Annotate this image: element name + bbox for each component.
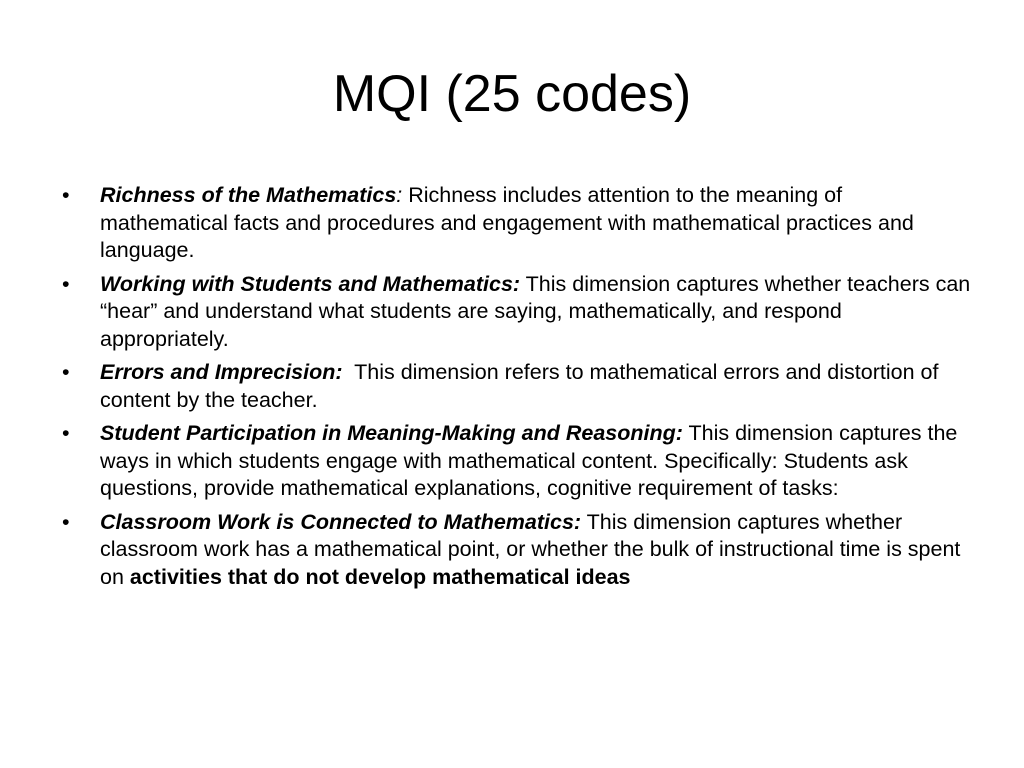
bullet-item-classroom-work — [62, 509, 972, 592]
bullet-icon: • — [62, 271, 70, 296]
bullet-item-errors — [62, 359, 972, 414]
bullet-text: Richness includes attention to the meaning of mathematical facts and procedures and engagement with mathematical practices and language. — [100, 183, 914, 262]
bullet-term: Richness of the Mathematics — [100, 183, 397, 207]
bullet-emphasis: activities that do not develop mathematical ideas — [129, 564, 631, 589]
bullet-text: This dimension captures whether teachers can “hear” and understand what students are saying, mathematically, and respond appropriately. — [100, 271, 977, 351]
bullet-term: Student Participation in Meaning-Making and Reasoning: — [100, 421, 683, 445]
bullet-term: Classroom Work is Connected to Mathematics: — [100, 509, 582, 534]
bullet-term: Working with Students and Mathematics: — [100, 271, 521, 296]
slide-title: MQI (25 codes) — [332, 65, 692, 123]
bullet-text: This dimension captures whether classroom work has a mathematical point, or whether the bulk of instructional time is spent on — [100, 509, 967, 589]
bullet-icon: • — [62, 421, 70, 445]
bullet-term: Errors and Imprecision: — [100, 360, 343, 384]
bullet-term-separator: : — [396, 183, 403, 207]
bullet-icon: • — [62, 509, 70, 534]
bullet-item-working-with-students — [62, 271, 977, 354]
bullet-item-richness — [62, 182, 972, 265]
bullet-text: This dimension refers to mathematical errors and distortion of content by the teacher. — [100, 360, 945, 412]
bullet-item-student-participation — [62, 420, 972, 503]
bullet-list — [62, 182, 977, 597]
bullet-text: This dimension captures the ways in which students engage with mathematical content. Specifically: Students ask questions, provide mathematical explanations, cognitive requirement of tasks: — [100, 421, 964, 500]
bullet-icon: • — [62, 360, 70, 384]
bullet-icon: • — [62, 183, 70, 207]
